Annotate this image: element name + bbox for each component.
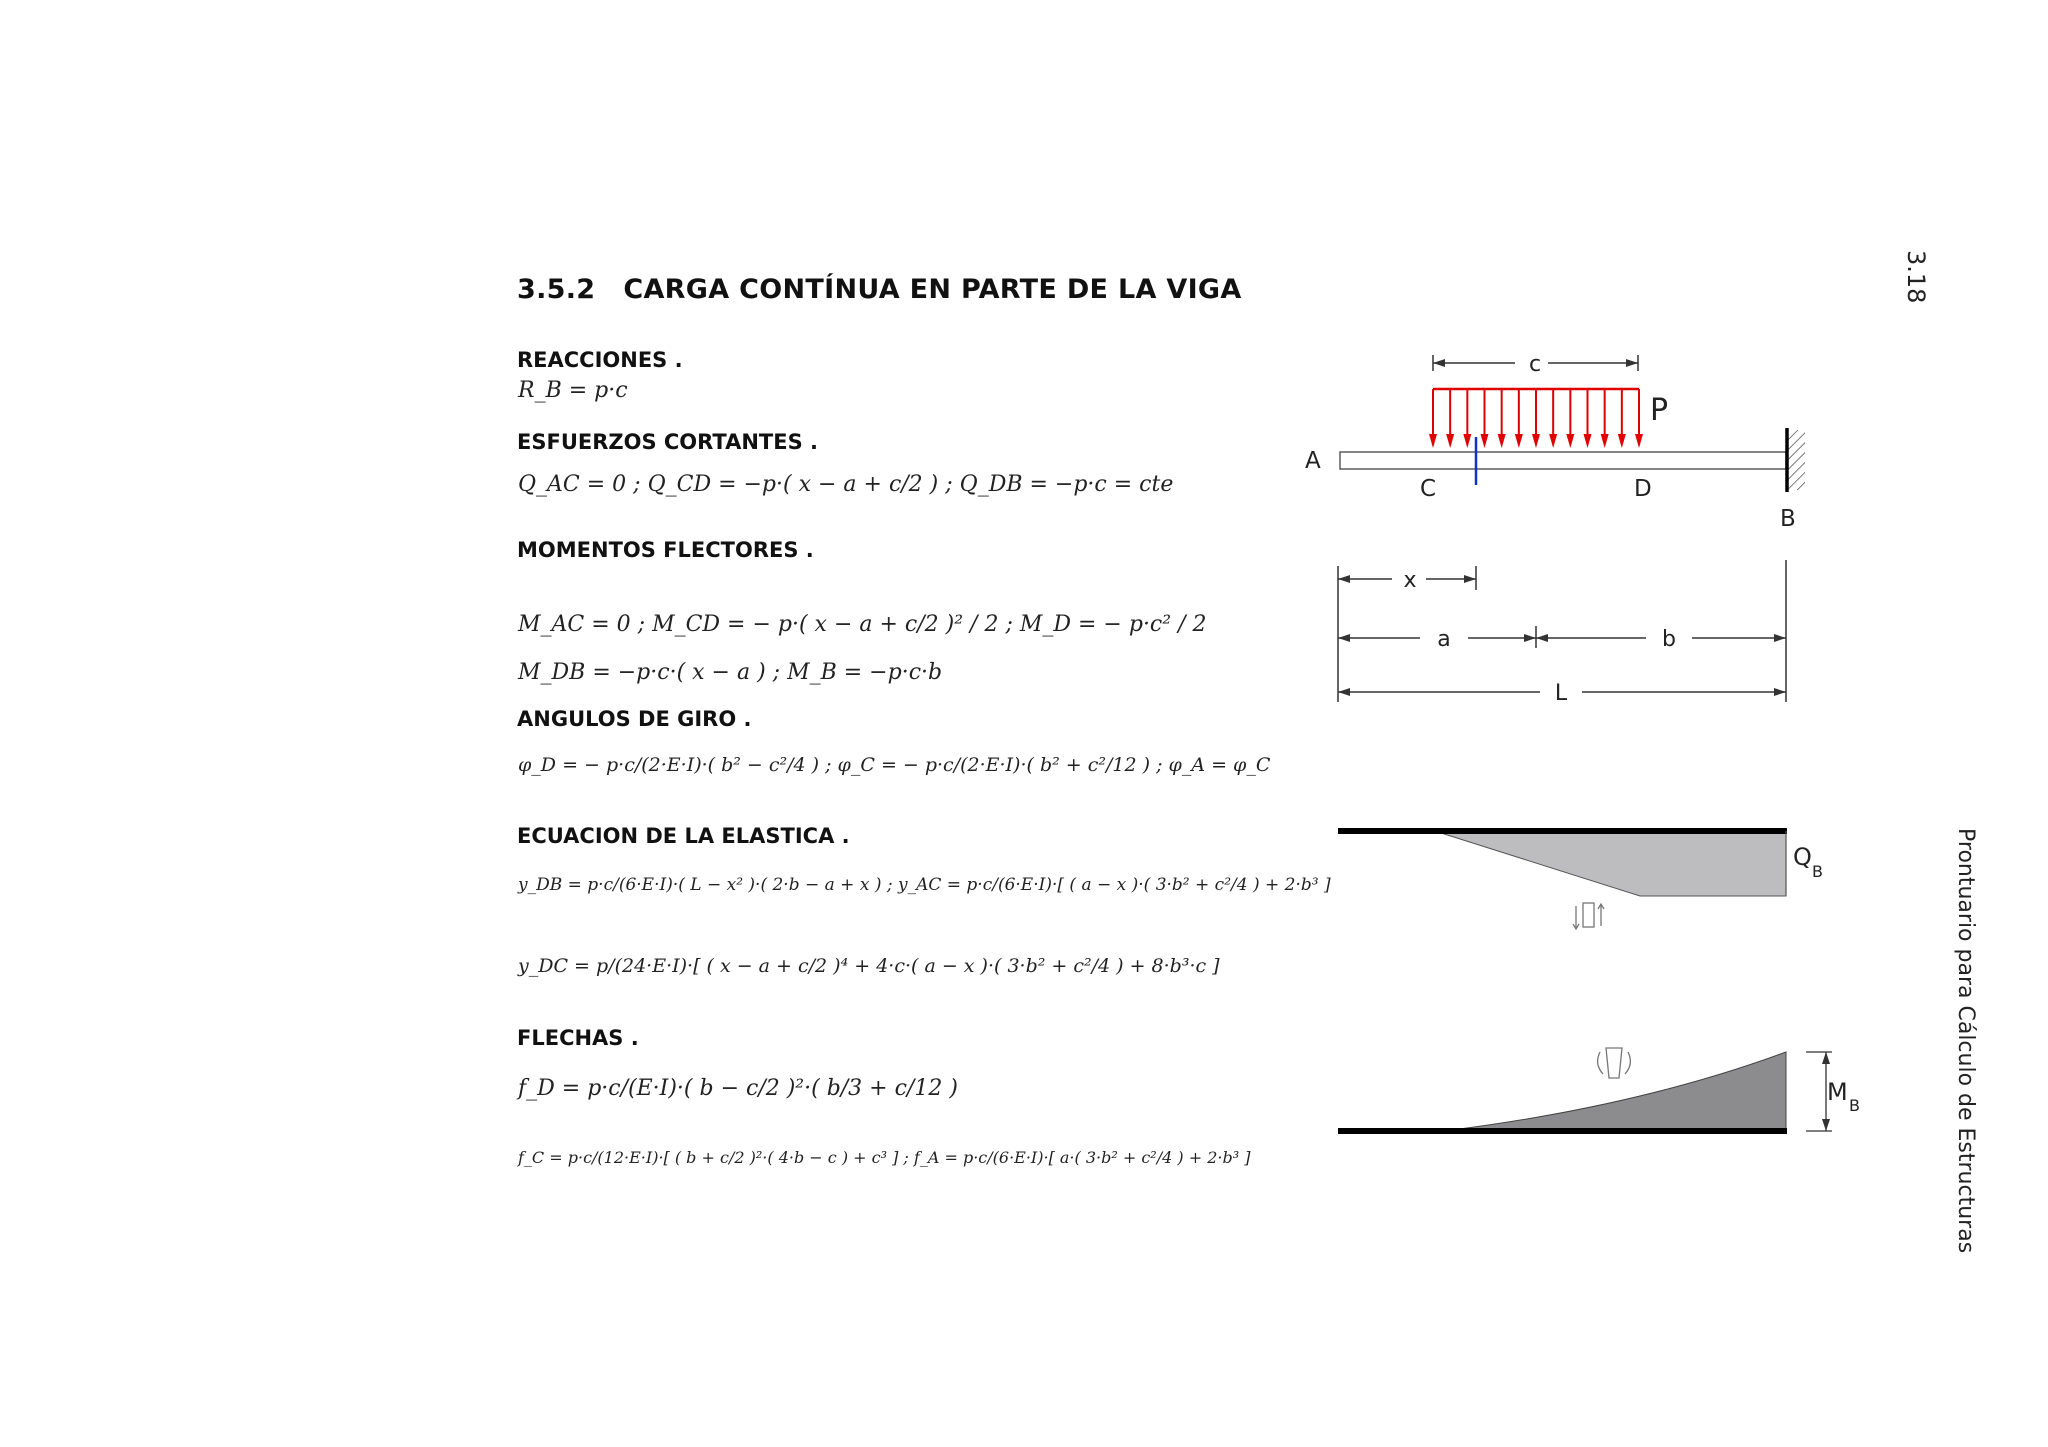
equation-reaccion-b: R_B = p·c	[518, 378, 628, 403]
load-arrow-head	[1549, 434, 1557, 448]
fixed-support	[1787, 428, 1805, 492]
load-arrow-head	[1498, 434, 1506, 448]
label-l: L	[1554, 681, 1568, 706]
section-number: 3.5.2	[517, 274, 596, 305]
equation-flecha-d: f_D = p·c/(E·I)·( b − c/2 )²·( b/3 + c/12 )	[518, 1076, 958, 1101]
label-c: c	[1528, 352, 1542, 377]
load-arrow-head	[1601, 434, 1609, 448]
shear-sign-icon	[1573, 903, 1604, 929]
section-esfuerzos-cortantes: ESFUERZOS CORTANTES .	[517, 430, 818, 454]
load-arrow-head	[1429, 434, 1437, 448]
label-point-b: B	[1780, 506, 1796, 532]
label-load-p: P	[1650, 393, 1669, 428]
equation-momentos-2: M_DB = −p·c·( x − a ) ; M_B = −p·c·b	[518, 660, 943, 685]
section-flechas: FLECHAS .	[517, 1026, 639, 1050]
load-arrow-head	[1618, 434, 1626, 448]
load-arrow-head	[1463, 434, 1471, 448]
section-reacciones: REACCIONES .	[517, 348, 683, 372]
moment-diagram	[1338, 1052, 1787, 1131]
label-point-d: D	[1634, 476, 1652, 502]
section-momentos-flectores: MOMENTOS FLECTORES .	[517, 538, 814, 562]
equation-flecha-c-a: f_C = p·c/(12·E·I)·[ ( b + c/2 )²·( 4·b − c ) + c³ ] ; f_A = p·c/(6·E·I)·[ a·( 3·b² + c²/4 ) + 2·b³ ]	[518, 1148, 1251, 1167]
equation-cortantes: Q_AC = 0 ; Q_CD = −p·( x − a + c/2 ) ; Q_DB = −p·c = cte	[518, 472, 1174, 497]
load-arrow-head	[1635, 434, 1643, 448]
label-qb: Q	[1793, 843, 1812, 871]
dimension-arrows	[1338, 575, 1786, 696]
dimension-c	[1433, 352, 1638, 377]
page-number: 3.18	[1902, 250, 1930, 304]
label-x: x	[1403, 568, 1417, 593]
label-point-a: A	[1305, 448, 1321, 474]
section-title: CARGA CONTÍNUA EN PARTE DE LA VIGA	[623, 274, 1242, 305]
beam	[1340, 452, 1786, 469]
section-angulos-de-giro: ANGULOS DE GIRO .	[517, 707, 752, 731]
load-arrow-head	[1481, 434, 1489, 448]
label-a: a	[1437, 627, 1451, 652]
equation-angulos-giro: φ_D = − p·c/(2·E·I)·( b² − c²/4 ) ; φ_C = − p·c/(2·E·I)·( b² + c²/12 ) ; φ_A = φ_C	[518, 754, 1271, 776]
load-arrow-head	[1584, 434, 1592, 448]
load-arrow-head	[1566, 434, 1574, 448]
label-qb-subscript: B	[1812, 862, 1823, 881]
label-point-c: C	[1420, 476, 1437, 502]
load-arrow-head	[1446, 434, 1454, 448]
shear-diagram	[1338, 831, 1787, 896]
distributed-load	[1429, 389, 1643, 448]
moment-sign-icon	[1598, 1048, 1631, 1078]
equation-elastica-2: y_DC = p/(24·E·I)·[ ( x − a + c/2 )⁴ + 4·c·( a − x )·( 3·b² + c²/4 ) + 8·b³·c ]	[518, 955, 1220, 977]
label-mb: M	[1827, 1078, 1848, 1106]
side-title: Prontuario para Cálculo de Estructuras	[1953, 828, 1978, 1254]
equation-elastica-1: y_DB = p·c/(6·E·I)·( L − x² )·( 2·b − a + x ) ; y_AC = p·c/(6·E·I)·[ ( a − x )·( 3·b² + c²/4 ) + 2·b³ ]	[518, 875, 1331, 895]
load-arrow-head	[1532, 434, 1540, 448]
equation-momentos-1: M_AC = 0 ; M_CD = − p·( x − a + c/2 )² / 2 ; M_D = − p·c² / 2	[518, 612, 1207, 637]
section-ecuacion-elastica: ECUACION DE LA ELASTICA .	[517, 824, 850, 848]
label-b: b	[1662, 627, 1676, 652]
load-arrow-head	[1515, 434, 1523, 448]
label-mb-subscript: B	[1849, 1096, 1860, 1115]
